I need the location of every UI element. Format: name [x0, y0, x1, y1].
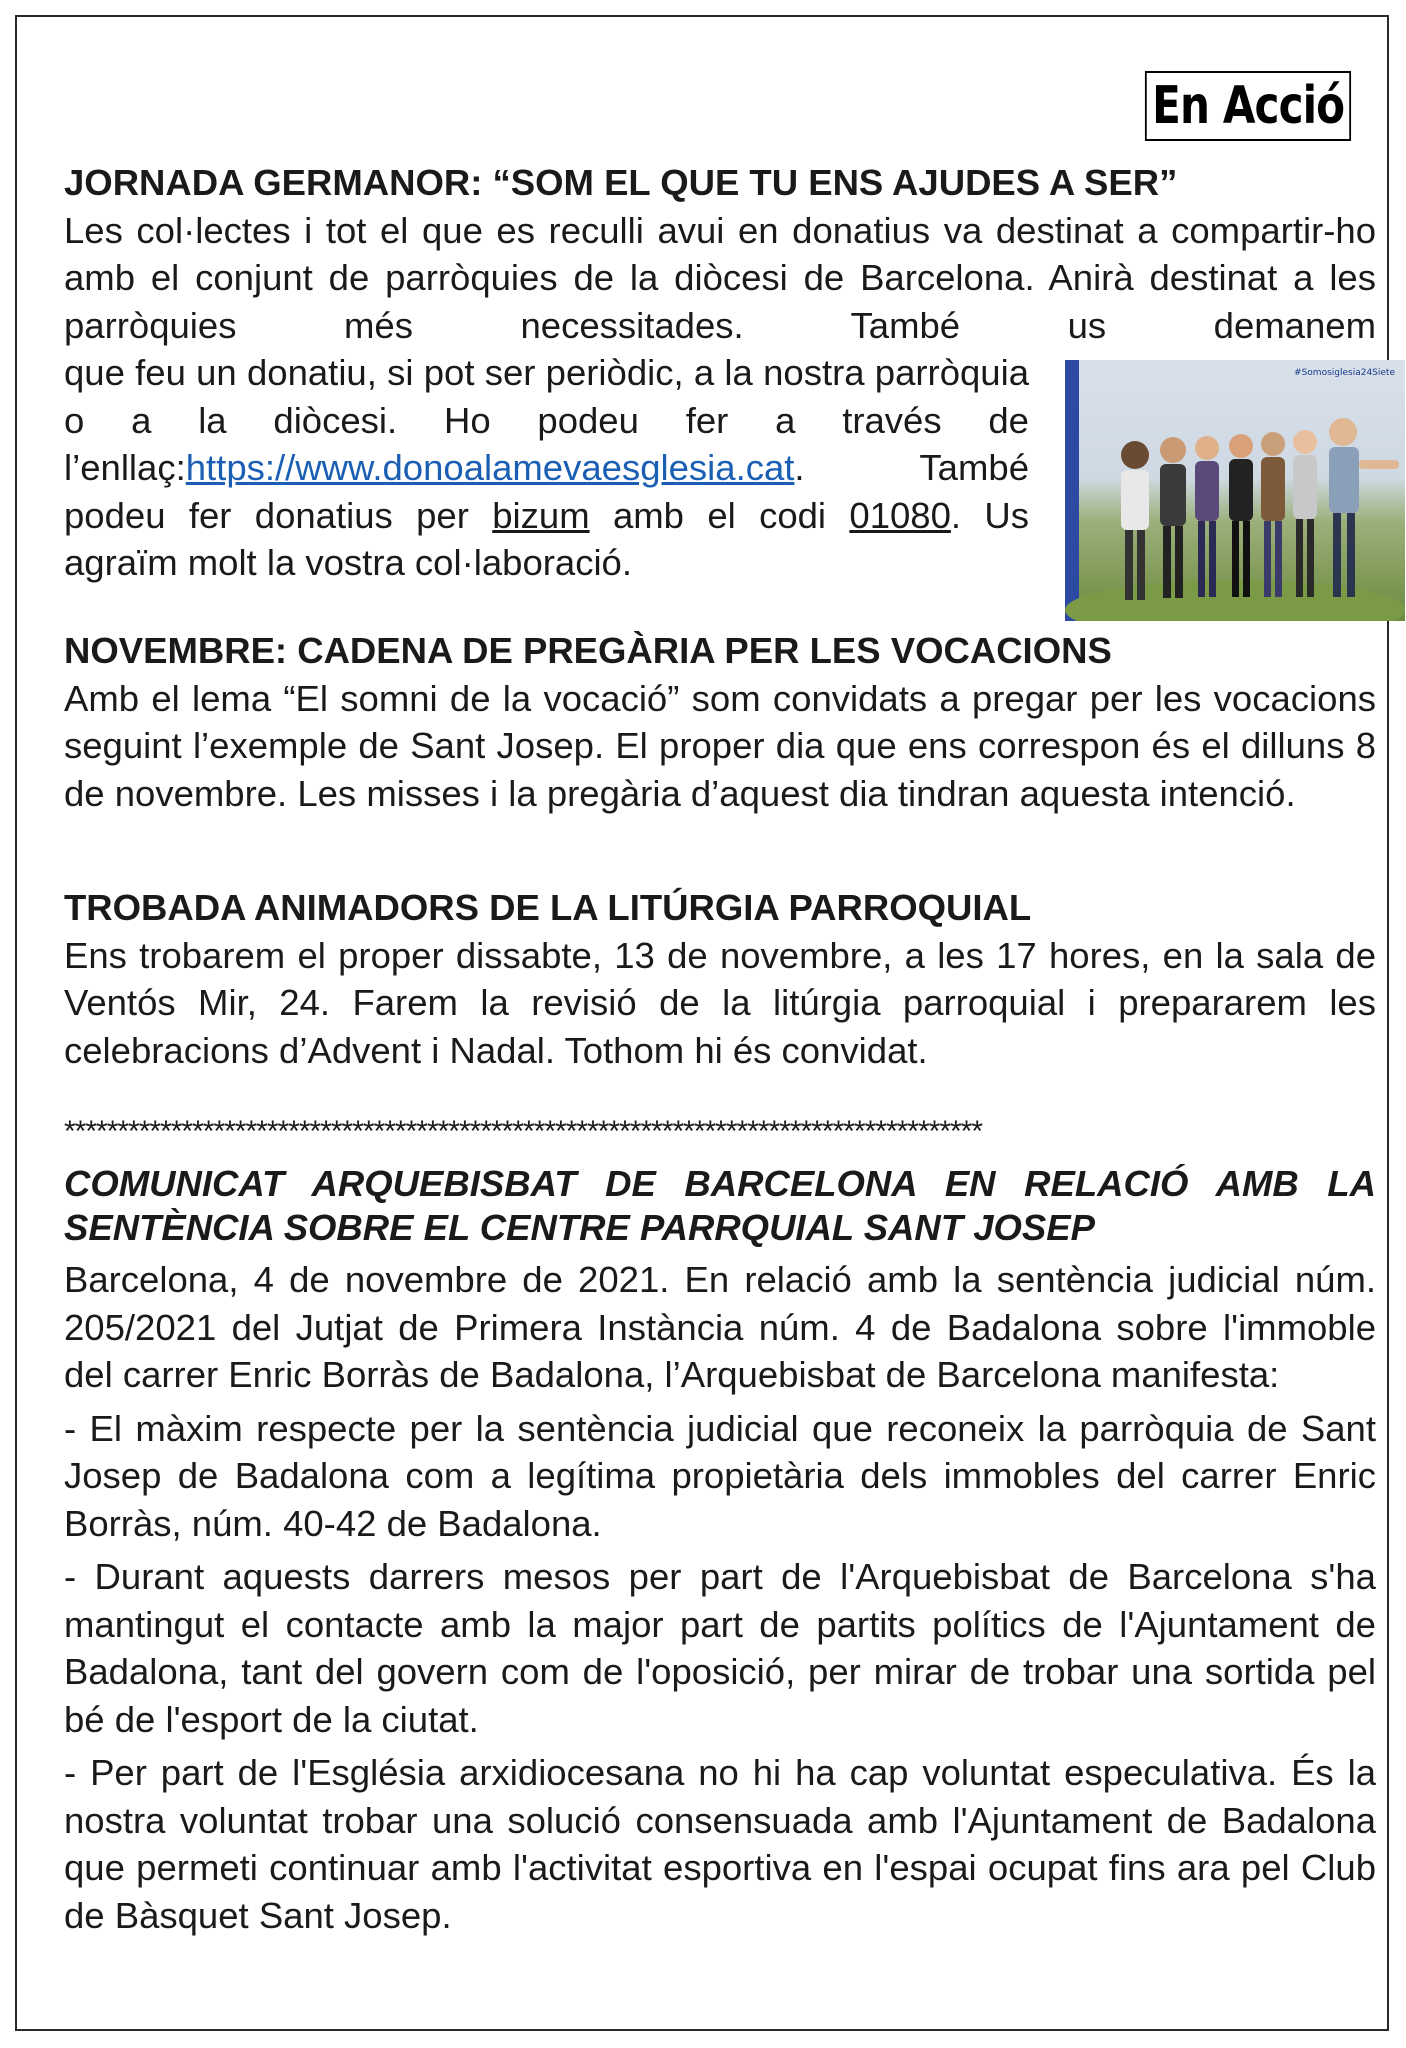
- germanor-wrap-1: que feu un donatiu, si pot ser periòdic, a la nostra parròquia o a la diòcesi. Ho podeu fer a través de l’enllaç:: [64, 352, 1029, 488]
- youth-group-photo: [1065, 360, 1405, 621]
- germanor-wrap-3: amb el codi: [589, 494, 850, 536]
- separator-line: **************************************************************************************: [64, 1115, 983, 1148]
- page-frame: [15, 15, 1395, 2031]
- novembre-body: Amb el lema “El somni de la vocació” som convidats a pregar per les vocacions seguint l’exemple de Sant Josep. El proper dia que ens correspon és el dilluns 8 de novembre. Les misses i la pregària d’aquest dia tindran aquesta intenció.: [64, 677, 1376, 814]
- germanor-wrap-2: . També podeu fer donatius per: [64, 447, 1029, 536]
- comunicat-point-1: - El màxim respecte per la sentència judicial que reconeix la parròquia de Sant Josep de Badalona com a legítima propietària dels immobles del carrer Enric Borràs, núm. 40-42 de Badalona.: [64, 1407, 1376, 1544]
- germanor-wrap-4: . Us agraïm molt la vostra col·laboració.: [64, 494, 1029, 583]
- germanor-intro: Les col·lectes i tot el que es reculli avui en donatius va destinat a compartir-ho amb el conjunt de parròquies de la diòcesi de Barcelona. Anirà destinat a les parròquies més necessitades. També us demanem: [64, 209, 1376, 346]
- photo-hashtag: #Somosiglesia24Siete: [1294, 368, 1395, 378]
- comunicat-intro: Barcelona, 4 de novembre de 2021. En relació amb la sentència judicial núm. 205/2021 del Jutjat de Primera Instància núm. 4 de Badalona sobre l'immoble del carrer Enric Borràs de Badalona, l’Arquebisbat de Barcelona manifesta:: [64, 1259, 1376, 1395]
- trobada-section: [64, 884, 1376, 1074]
- germanor-heading: JORNADA GERMANOR: “SOM EL QUE TU ENS AJUDES A SER”: [64, 162, 1178, 203]
- people-illustration: [1065, 360, 1405, 621]
- trobada-body: Ens trobarem el proper dissabte, 13 de novembre, a les 17 hores, en la sala de Ventós Mir, 24. Farem la revisió de la litúrgia parroquial i prepararem les celebracions d’Advent i Nadal. Tothom hi és convidat.: [64, 934, 1376, 1071]
- comunicat-heading: COMUNICAT ARQUEBISBAT DE BARCELONA EN RELACIÓ AMB LA SENTÈNCIA SOBRE EL CENTRE PARRQUIAL SANT JOSEP: [64, 1163, 1376, 1248]
- novembre-heading: NOVEMBRE: CADENA DE PREGÀRIA PER LES VOCACIONS: [64, 630, 1112, 671]
- donation-link[interactable]: https://www.donoalamevaesglesia.cat: [185, 447, 795, 488]
- comunicat-point-2: - Durant aquests darrers mesos per part de l'Arquebisbat de Barcelona s'ha mantingut el contacte amb la major part de partits polítics de l'Ajuntament de Badalona, tant del govern com de l'oposició, per mirar de trobar una sortida pel bé de l'esport de la ciutat.: [64, 1556, 1376, 1740]
- comunicat-point-3: - Per part de l'Església arxidiocesana no hi ha cap voluntat especulativa. És la nostra voluntat trobar una solució consensuada amb l'Ajuntament de Badalona que permeti continuar amb l'activitat esportiva en l'espai ocupat fins ara pel Club de Bàsquet Sant Josep.: [64, 1752, 1376, 1936]
- section-tag: En Acció: [1145, 71, 1351, 141]
- bizum-label: bizum: [492, 494, 590, 536]
- germanor-donation-text: [64, 349, 1029, 587]
- novembre-section: [64, 627, 1376, 817]
- bizum-code: 01080: [849, 494, 951, 536]
- trobada-heading: TROBADA ANIMADORS DE LA LITÚRGIA PARROQUIAL: [64, 887, 1032, 928]
- comunicat-section: [64, 1162, 1376, 1939]
